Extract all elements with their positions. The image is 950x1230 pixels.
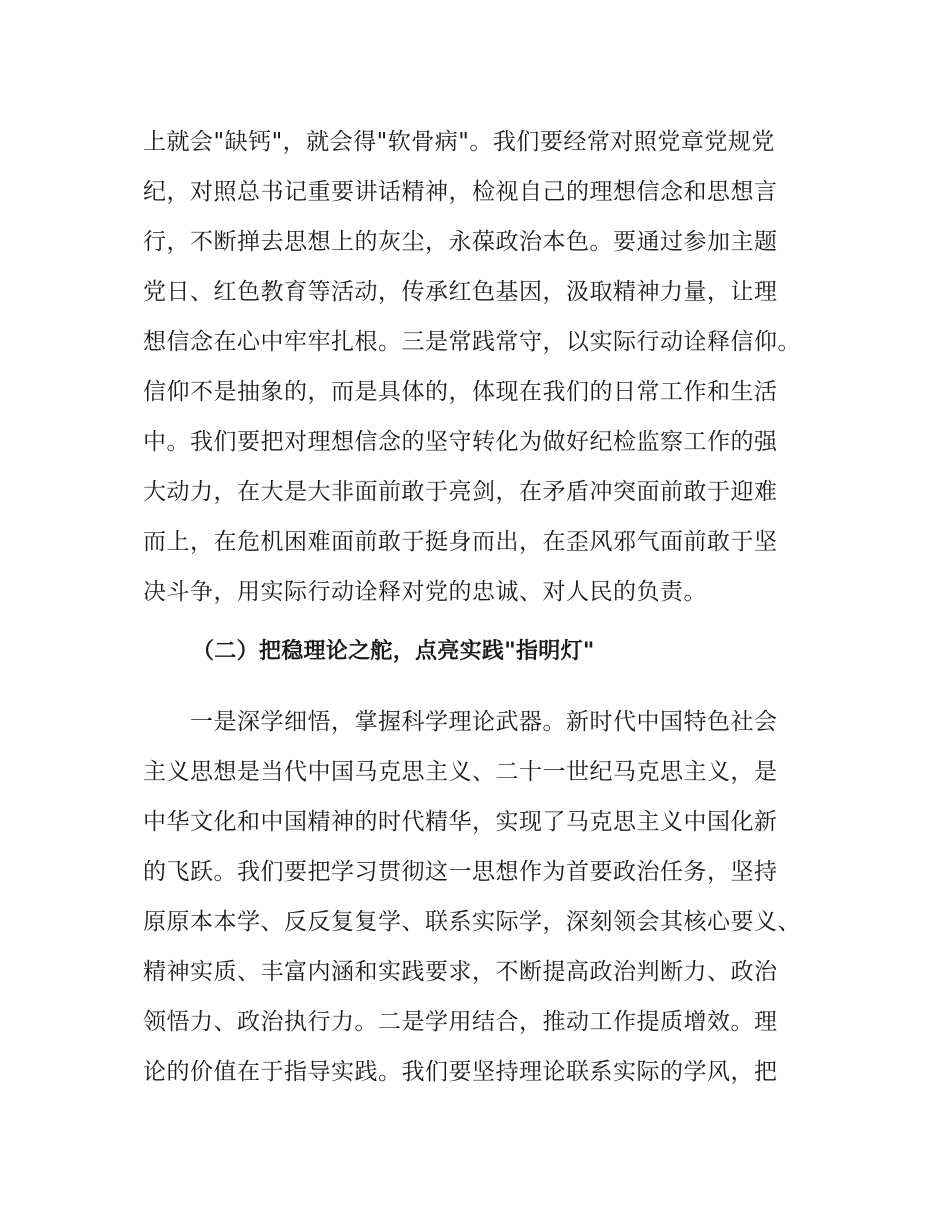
- text-line: 中。我们要把对理想信念的坚守转化为做好纪检监察工作的强: [143, 429, 778, 455]
- text-line: 精神实质、丰富内涵和实践要求，不断提高政治判断力、政治: [143, 959, 778, 985]
- text-line: 上就会"缺钙"，就会得"软骨病"。我们要经常对照党章党规党: [143, 129, 775, 155]
- text-line: 一是深学细悟，掌握科学理论武器。新时代中国特色社会: [190, 709, 778, 735]
- section-heading: （二）把稳理论之舵，点亮实践"指明灯": [192, 639, 595, 664]
- text-line: 领悟力、政治执行力。二是学用结合，推动工作提质增效。理: [143, 1009, 778, 1035]
- text-line: 论的价值在于指导实践。我们要坚持理论联系实际的学风，把: [143, 1059, 778, 1085]
- text-line: 而上，在危机困难面前敢于挺身而出，在歪风邪气面前敢于坚: [143, 529, 778, 555]
- text-line: 决斗争，用实际行动诠释对党的忠诚、对人民的负责。: [143, 579, 707, 605]
- text-line: 中华文化和中国精神的时代精华，实现了马克思主义中国化新: [143, 809, 778, 835]
- text-line: 主义思想是当代中国马克思主义、二十一世纪马克思主义，是: [143, 759, 778, 785]
- text-line: 党日、红色教育等活动，传承红色基因，汲取精神力量，让理: [143, 279, 778, 305]
- text-line: 纪，对照总书记重要讲话精神，检视自己的理想信念和思想言: [143, 179, 778, 205]
- text-line: 行，不断掸去思想上的灰尘，永葆政治本色。要通过参加主题: [143, 229, 778, 255]
- text-line: 大动力，在大是大非面前敢于亮剑，在矛盾冲突面前敢于迎难: [143, 479, 778, 505]
- text-line: 原原本本学、反反复复学、联系实际学，深刻领会其核心要义、: [143, 909, 801, 935]
- text-line: 信仰不是抽象的，而是具体的，体现在我们的日常工作和生活: [143, 379, 778, 405]
- text-line: 的飞跃。我们要把学习贯彻这一思想作为首要政治任务，坚持: [143, 859, 778, 885]
- text-line: 想信念在心中牢牢扎根。三是常践常守，以实际行动诠释信仰。: [143, 329, 801, 355]
